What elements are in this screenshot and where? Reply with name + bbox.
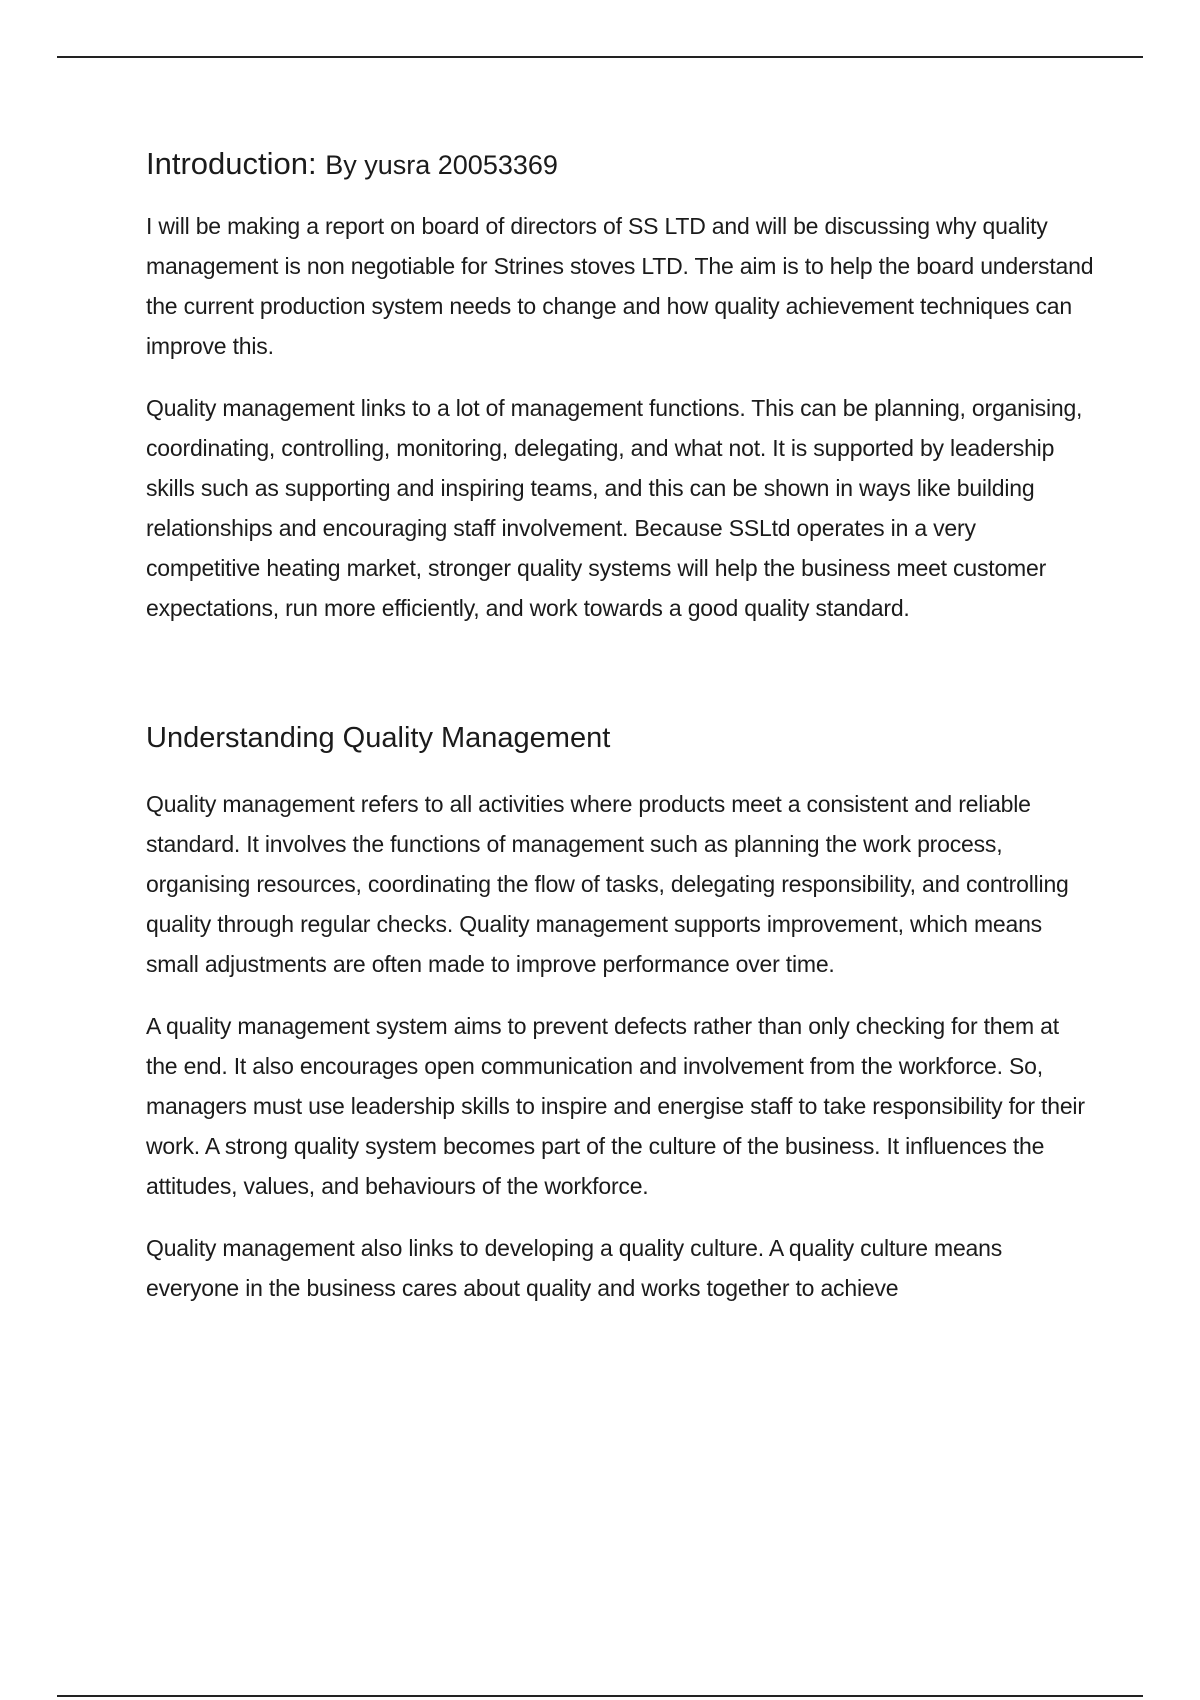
intro-paragraph-1: I will be making a report on board of directors of SS LTD and will be discussing why quality management is non negotiable for Strines stoves LTD. The aim is to help the board understand the current production system needs to change and how quality achievement techniques can improve this. xyxy=(146,213,1094,360)
understanding-quality-management-heading: Understanding Quality Management xyxy=(146,722,611,755)
author-byline: By yusra 20053369 xyxy=(325,150,558,180)
page-bottom-rule xyxy=(57,1695,1143,1697)
introduction-title: Introduction: xyxy=(146,146,317,181)
understanding-paragraph-1: Quality management refers to all activities where products meet a consistent and reliable standard. It involves the functions of management such as planning the work process, organising resources, coordinating the flow of tasks, delegating responsibility, and controlling quality through regular checks. Quality management supports improvement, which means small adjustments are often made to improve performance over time. xyxy=(146,790,1069,977)
page-top-rule xyxy=(57,56,1143,58)
intro-paragraph-2: Quality management links to a lot of management functions. This can be planning, organising, coordinating, controlling, monitoring, delegating, and what not. It is supported by leadership skills such as supporting and inspiring teams, and this can be shown in ways like building relationships and encouraging staff involvement. Because SSLtd operates in a very competitive heating market, stronger quality systems will help the business meet customer expectations, run more efficiently, and work towards a good quality standard. xyxy=(146,395,1083,622)
document-body xyxy=(146,144,1096,1330)
understanding-paragraph-3: Quality management also links to developing a quality culture. A quality culture means everyone in the business cares about quality and works together to achieve xyxy=(146,1234,1003,1301)
introduction-heading xyxy=(146,144,1096,184)
understanding-paragraph-2: A quality management system aims to prevent defects rather than only checking for them at the end. It also encourages open communication and involvement from the workforce. So, managers must use leadership skills to inspire and energise staff to take responsibility for their work. A strong quality system becomes part of the culture of the business. It influences the attitudes, values, and behaviours of the workforce. xyxy=(146,1012,1085,1199)
